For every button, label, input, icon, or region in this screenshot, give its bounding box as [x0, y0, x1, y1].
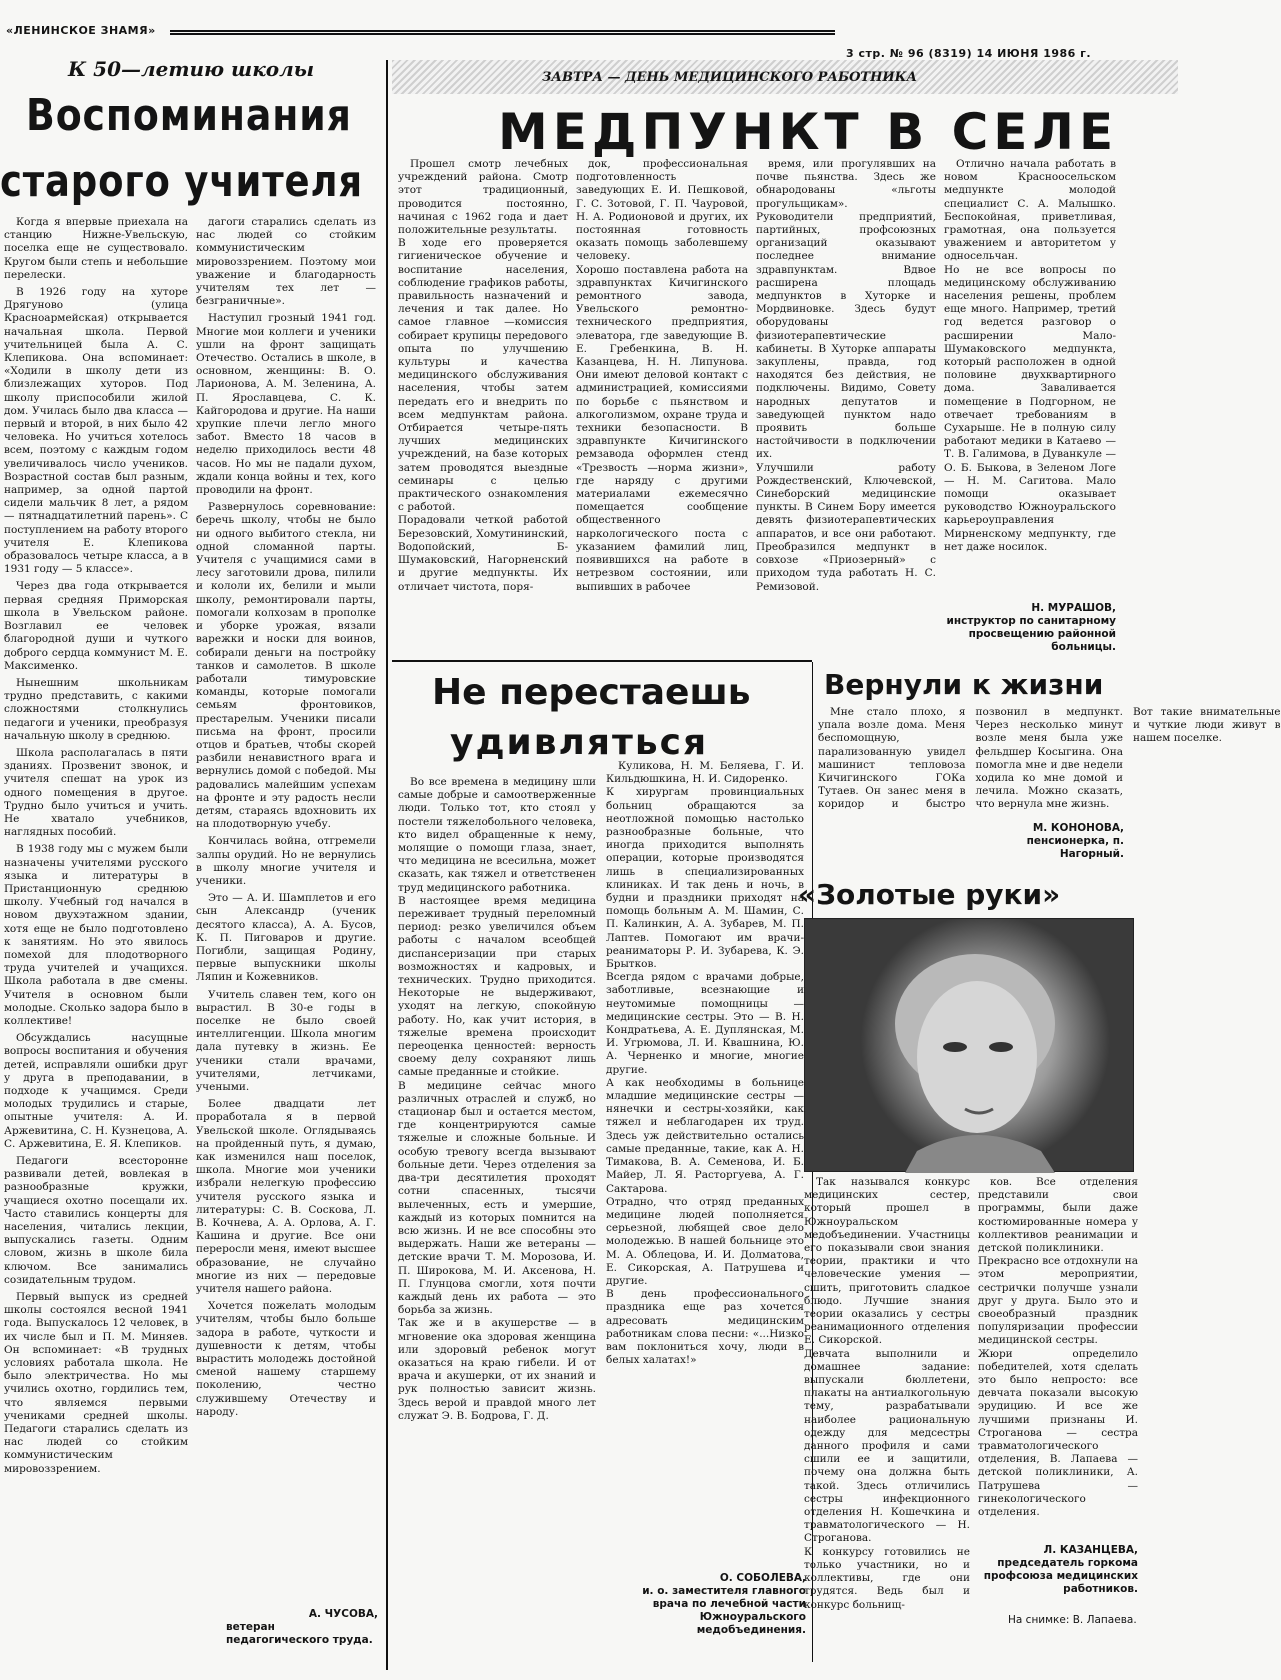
author-title: председатель горкома профсоюза медицинских работников.	[983, 1557, 1138, 1595]
paragraph: Учитель славен тем, кого он вырастил. В 30-е годы в поселке не было своей интеллигенции. Школа многим дала путевку в жизнь. Ее ученики стали врачами, учителями, летчиками, учеными.	[196, 988, 376, 1093]
wonder-column-1: Во все времена в медицину шли самые добрые и самоотверженные люди. Только тот, кто стоял у постели тяжелобольного человека, кто видел обращенные к нему, молящие о помощи глаза, знает, что медицина не всесильна, может сказать, как тяжел и ответственен труд медицинского работника. В настоящее время медицина переживает трудный переломный период: резко увеличился объем работы с началом всеобщей диспансеризации при старых возможностях и кадровых, и технических. Трудно приходится. Некоторые не выдерживают, уходят на легкую, спокойную работу. Но, как учит история, в тяжелые времена происходит переоценка ценностей: верность своему делу сохраняют лишь самые преданные и стойкие. В медицине сейчас много различных отраслей и служб, но стационар был и остается местом, где концентрируются самые тяжелые и сложные больные. И особую тревогу всегда вызывают больные дети. Через отделения за два-три десятилетия проходят сотни спасенных, тысячи вылеченных, есть и умершие, каждый из которых помнится на всю жизнь. И не все способны это выдержать. Наши же ветераны — детские врачи Т. М. Морозова, И. П. Широкова, М. И. Аксенова, Н. П. Глунцова смогли, хотя почти каждый день их работа — это борьба за жизнь. Так же и в акушерстве — в мгновение ока здоровая женщина или здоровый ребенок могут оказаться на краю гибели. И от врача и акушерки, от их знаний и рук полностью зависит жизнь. Здесь верой и правдой много лет служат Э. В. Бодрова, Г. Д.	[398, 776, 596, 1422]
author-name: М. КОНОНОВА,	[1032, 822, 1124, 834]
author-title: пенсионерка, п. Нагорный.	[1026, 835, 1124, 860]
paragraph: Развернулось соревнование: беречь школу, чтобы не было ни одного выбитого стекла, ни одной сломанной парты. Учителя с учащимися сами в лесу заготовили дрова, пилили и кололи их, белили и мыли школу, ремонтировали парты, помогали колхозам в прополке и уборке урожая, вязали варежки и носки для воинов, собирали деньги на постройку танков и самолетов. В школе работали тимуровские команды, которые помогали семьям фронтовиков, престарелым. Ученики писали письма на фронт, просили отцов и братьев, чтобы скорей разбили ненавистного врага и вернулись домой с победой. Мы радовались малейшим успехам на фронте и эту радость несли детям, стараясь вдохновить их на плодотворную учебу.	[196, 501, 376, 831]
paragraph: Хочется пожелать молодым учителям, чтобы было больше задора в работе, чуткости и душевности к детям, чтобы вырастить молодежь достойной сменой нашему старшему поколению, честно служившему Отечеству и народу.	[196, 1300, 376, 1418]
golden-hands-author	[978, 1544, 1138, 1596]
masthead-rule	[170, 30, 835, 35]
article-title-line2: старого учителя	[0, 156, 363, 207]
golden-hands-column-1: Так назывался конкурс медицинских сестер, который прошел в Южноуральском медобъединении. Участницы его показывали свои знания теории, практики и что человеческие умения — сшить, приготовить сладкое блюдо. Лучшие знания теории оказались у сестры реанимационного отделения Е. Сикорской. Девчата выполнили и домашнее задание: выпускали бюллетени, плакаты на антиалкогольную тему, разрабатывали наиболее рациональную одежду для медсестры данного профиля и сами сшили ее и защитили, почему она должна быть такой. Здесь отличились сестры инфекционного отделения Н. Кошечкина и травматологического — Н. Строганова. К конкурсу готовились не только участники, но и коллективы, где они трудятся. Ведь был и конкурс больнищ-	[804, 1176, 970, 1611]
author-name: О. СОБОЛЕВА,	[719, 1572, 806, 1584]
memoir-author	[196, 1608, 378, 1647]
medpunkt-author	[944, 602, 1116, 654]
holiday-banner-text: ЗАВТРА — ДЕНЬ МЕДИЦИНСКОГО РАБОТНИКА	[542, 70, 918, 85]
paragraph: Наступил грозный 1941 год. Многие мои коллеги и ученики ушли на фронт защищать Отечество. Остались в школе, в основном, женщины: В. О. Ларионова, А. М. Зеленина, А. П. Ярославцева, С. К. Кайгородова и другие. На наши хрупкие плечи легло много забот. Вместо 18 часов в неделю приходилось вести 48 часов. Но мы не падали духом, ждали конца войны и тех, кого проводили на фронт.	[196, 312, 376, 497]
wonder-title-line2: удивляться	[450, 722, 709, 763]
paragraph: Педагоги всесторонне развивали детей, вовлекая в разнообразные кружки, учащиеся охотно посещали их. Часто ставились концерты для населения, читались лекции, выпускались газеты. Одним словом, жизнь в школе била ключом. Все занимались созидательным трудом.	[4, 1155, 188, 1286]
author-title: ветеран педагогического труда.	[226, 1621, 373, 1646]
anniversary-kicker: К 50—летию школы	[68, 57, 315, 81]
golden-hands-column-2: ков. Все отделения представили свои программы, были даже костюмированные номера у коллективов реанимации и детской поликлиники. Прекрасно все отдохнули на этом мероприятии, сестрички получше узнали друг у друга. Было это и своеобразный праздник популяризации профессии медицинской сестры. Жюри определило победителей, хотя сделать это было непросто: все девчата показали высокую эрудицию. И все же лучшими признаны И. Строганова — сестра травматологического отделения, В. Лапаева —детской поликлиники, А. Патрушева — гинекологического отделения.	[978, 1176, 1138, 1519]
author-name: Л. КАЗАНЦЕВА,	[1043, 1544, 1138, 1556]
photo-caption: На снимке: В. Лапаева.	[1008, 1614, 1137, 1626]
paragraph: Когда я впервые приехала на станцию Нижне-Увельскую, поселка еще не существовало. Кругом были степь и небольшие перелески.	[4, 216, 188, 281]
medpunkt-title: МЕДПУНКТ В СЕЛЕ	[498, 103, 1119, 161]
column-divider	[386, 60, 388, 1670]
newspaper-name: «ЛЕНИНСКОЕ ЗНАМЯ»	[6, 24, 156, 37]
paragraph: Обсуждались насущные вопросы воспитания и обучения детей, исправляли ошибки друг у друга в преподавании, в подходе к учащимся. Среди молодых трудились и старые, опытные учителя: А. И. Аржевитина, С. Н. Кузнецова, А. С. Аржевитина, Е. Я. Клепиков.	[4, 1032, 188, 1150]
portrait-photo	[804, 918, 1134, 1172]
author-name: Н. МУРАШОВ,	[1031, 602, 1116, 614]
paragraph: Первый выпуск из средней школы состоялся весной 1941 года. Выпускалось 12 человек, в их числе был и П. М. Миняев. Он вспоминает: «В трудных условиях работала школа. Не было электричества. Но мы учились охотно, гордились тем, что являемся первыми учениками средней школы. Педагоги старались сделать из нас людей со стойким коммунистическим мировоззрением.	[4, 1291, 188, 1475]
wonder-column-2: Куликова, Н. М. Беляева, Г. И. Кильдюшкина, Н. И. Сидоренко. К хирургам провинциальных больниц обращаются за неотложной помощью настолько разнообразные больные, что иногда приходится выполнять операции, которые производятся лишь в специализированных клиниках. И так день и ночь, в будни и праздники приходят на помощь больным А. М. Шамин, С. П. Калинкин, А. А. Зубарев, М. П. Лаптев. Помогают им врачи-реаниматоры Р. И. Зубарева, К. Э. Брытков. Всегда рядом с врачами добрые, заботливые, всезнающие и неутомимые помощницы — медицинские сестры. Это — В. Н. Кондратьева, А. Е. Дуплянская, М. И. Угрюмова, Л. И. Квашнина, Ю. А. Черненко и многие, многие другие. А как необходимы в больнице младшие медицинские сестры — нянечки и сестры-хозяйки, как тяжел и неблагодарен их труд. Здесь уж действительно остались самые преданные, такие, как А. Н. Тимакова, В. А. Семенова, И. Б. Майер, Л. Я. Расторгуева, А. Г. Сактарова. Отрадно, что отряд преданных медицине людей пополняется серьезной, любящей свое дело молодежью. В нашей больнице это М. А. Облецова, И. И. Долматова, Е. Сикорская, А. Патрушева и другие. В день профессионального праздника еще раз хочется адресовать медицинским работникам слова песни: «...Низко вам поклониться хочу, люди в белых халатах!»	[606, 760, 804, 1367]
author-title: инструктор по санитарному просвещению районной больницы.	[946, 615, 1116, 653]
memoir-column-2	[196, 216, 376, 1600]
medpunkt-column-1: Прошел смотр лечебных учреждений района. Смотр этот традиционный, проводится постоянно, начиная с 1962 года и дает положительные результаты. В ходе его проверяется гигиеническое обучение и воспитание населения, соблюдение графиков работы, правильность назначений и лечения и так далее. Но самое главное —комиссия собирает крупицы передового опыта по улучшению культуры и качества медицинского обслуживания населения, чтобы затем передать его и внедрить по всем медпунктам района. Отбирается четыре-пять лучших медицинских учреждений, на базе которых затем проводятся выездные семинары с целью практического ознакомления с работой. Порадовали четкой работой Березовский, Хомутининский, Водопойский, Б-Шумаковский, Нагорненский и другие медпункты. Их отличает чистота, поря-	[398, 158, 568, 593]
paragraph: Школа располагалась в пяти зданиях. Прозвенит звонок, и учителя спешат на урок из одного помещения в другое. Трудно было учиться и учить. Не хватало учебников, наглядных пособий.	[4, 746, 188, 839]
wonder-author	[640, 1572, 806, 1637]
medpunkt-column-2: док, профессиональная подготовленность заведующих Е. И. Пешковой, Г. С. Зотовой, Г. П. Чауровой, Н. А. Родионовой и других, их постоянная готовность оказать помощь заболевшему человеку. Хорошо поставлена работа на здравпунктах Кичигинского ремонтного завода, Увельского ремонтно-технического предприятия, элеватора, где заведующие В. Е. Гребенкина, В. Н. Казанцева, Н. Н. Липунова. Они имеют деловой контакт с администрацией, комиссиями по борьбе с пьянством и алкоголизмом, охране труда и техники безопасности. В здравпункте Кичигинского ремзавода оформлен стенд «Трезвость —норма жизни», где наряду с другими материалами ежемесячно помещается сообщение общественного наркологического поста с указанием фамилий лиц, появившихся на работе в нетрезвом состоянии, или выпивших в рабочее	[576, 158, 748, 593]
life-text: Мне стало плохо, я упала возле дома. Меня беспомощную, парализованную увидел машинист тепловоза Кичигинского ГОКа Тутаев. Он занес меня в коридор и быстро позвонил в медпункт. Через несколько минут возле меня была уже фельдшер Косыгина. Она помогла мне и две недели ходила ко мне домой и лечила. Можно сказать, что вернула мне жизнь. Вот такие внимательные и чуткие люди живут в нашем поселке.	[818, 706, 1281, 811]
paragraph: Нынешним школьникам трудно представить, с какими сложностями столкнулись педагоги и ученики, преобразуя начальную школу в среднюю.	[4, 676, 188, 742]
medpunkt-column-4: Отлично начала работать в новом Красноосельском медпункте молодой специалист С. А. Малышко. Беспокойная, приветливая, грамотная, она пользуется уважением и авторитетом у односельчан. Но не все вопросы по медицинскому обслуживанию населения решены, проблем еще много. Например, третий год ведется разговор о расширении Мало-Шумаковского медпункта, который расположен в одной половине двухквартирного дома. Заваливается помещение в Подгорном, не отвечает требованиям в Сухарыше. Не в полную силу работают медики в Катаево — Т. В. Галимова, в Дуванкуле — О. Б. Быкова, в Зеленом Логе— Н. М. Сагитова. Мало помощи оказывает руководство Южноуральского карьероуправления Мирненскому медпункту, где нет даже носилок.	[944, 158, 1116, 553]
wonder-title-line1: Не перестаешь	[432, 672, 751, 713]
section-divider	[392, 660, 812, 662]
article-title-line1: Воспоминания	[26, 90, 352, 141]
paragraph: дагоги старались сделать из нас людей со стойким коммунистическим мировоззрением. Поэтому мои уважение и благодарность учителям тех лет — безграничные».	[196, 216, 376, 308]
paragraph: Более двадцати лет проработала я в первой Увельской школе. Оглядываясь на пройденный путь, я думаю, как изменился наш поселок, школа. Многие мои ученики избрали нелегкую профессию учителя русского языка и литературы: С. В. Соскова, Л. В. Кочнева, А. А. Орлова, А. Г. Кашина и другие. Все они переросли меня, имеют высшее образование, не случайно многие из них — передовые учителя нашего района.	[196, 1098, 376, 1296]
paragraph: В 1938 году мы с мужем были назначены учителями русского языка и литературы в Пристанционную среднюю школу. Учебный год начался в новом двухэтажном здании, хотя еще не было подготовлено к занятиям. Но это явилось помехой для плодотворного труда учителей и учащихся. Школа работала в две смены. Учителя в основном были молодые. Сколько задора было в коллективе!	[4, 843, 188, 1027]
issue-info: 3 стр. № 96 (8319) 14 ИЮНЯ 1986 г.	[846, 47, 1092, 60]
medpunkt-column-3: время, или прогулявших на почве пьянства. Здесь же обнародованы «льготы прогульщикам». Руководители предприятий, партийных, профсоюзных организаций оказывают последнее внимание здравпунктам. Вдвое расширена площадь медпунктов в Хуторке и Мордвиновке. Здесь будут оборудованы физиотерапевтические кабинеты. В Хуторке аппараты закуплены, правда, год находятся без действия, не подключены. Видимо, Совету народных депутатов и заведующей пунктом надо проявить больше настойчивости в подключении их. Улучшили работу Рождественский, Ключевской, Синеборский медицинские пункты. В Синем Бору имеется девять физиотерапевтических аппаратов, и все они работают. Преобразился медпункт в совхозе «Приозерный» с приходом туда работать Н. С. Ремизовой.	[756, 158, 936, 593]
author-title: и. о. заместителя главного врача по лечебной части Южноуральского медобъединения.	[642, 1585, 806, 1636]
paragraph: В 1926 году на хуторе Дрягуново (улица Красноармейская) открывается начальная школа. Первой учительницей была А. С. Клепикова. Она вспоминает: «Ходили в школу дети из близлежащих хуторов. Под школу приспособили жилой дом. Училась было два класса — первый и второй, в них было 42 человека. Но учиться хотелось всем, поэтому с каждым годом увеличивалось число учеников. Возрастной состав был разным, например, за одной партой сидели мальчик 8 лет, а рядом — пятнадцатилетний парень». С поступлением на работу второго учителя Е. Клепикова образовалось четыре класса, а в 1931 году — 5 классе».	[4, 286, 188, 576]
life-author	[960, 822, 1124, 861]
paragraph: Это — А. И. Шамплетов и его сын Александр (ученик десятого класса), А. А. Бусов, К. П. Пиговаров и другие. Погибли, защищая Родину, первые выпускники школы Ляпин и Кожевников.	[196, 892, 376, 984]
holiday-banner	[392, 60, 1178, 94]
life-title: Вернули к жизни	[824, 668, 1104, 701]
portrait-icon	[805, 919, 1135, 1173]
paragraph: Кончилась война, отгремели залпы орудий. Но не вернулись в школу многие учителя и ученики.	[196, 835, 376, 887]
author-name: А. ЧУСОВА,	[308, 1608, 378, 1620]
golden-hands-title: «Золотые руки»	[798, 878, 1061, 911]
paragraph: Через два года открывается первая средняя Приморская школа в Увельском районе. Возглавил ее человек благородной души и чуткого доброго сердца коммунист М. Е. Максименко.	[4, 580, 188, 672]
memoir-column-1	[4, 216, 188, 1641]
